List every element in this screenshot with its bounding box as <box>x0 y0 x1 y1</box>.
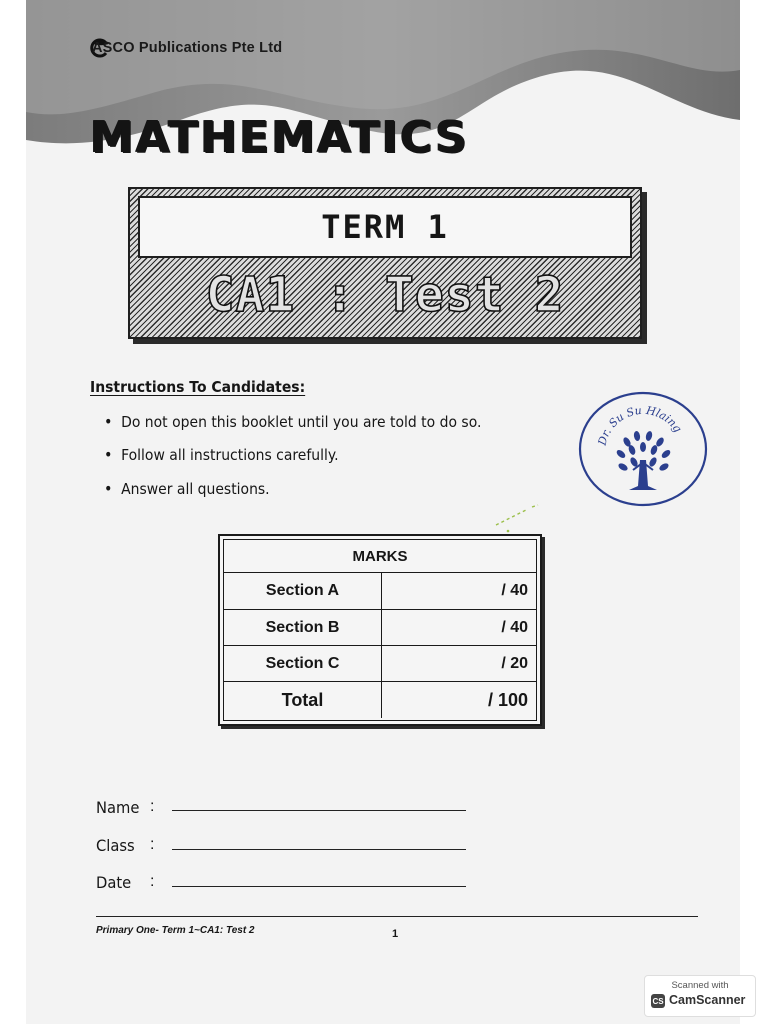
section-marks: / 40 <box>501 618 528 636</box>
svg-text:Dr. Su Su Hlaing: Dr. Su Su Hlaing <box>595 403 685 447</box>
class-label: Class <box>96 836 135 855</box>
term-label: TERM 1 <box>321 208 449 246</box>
date-colon: : <box>150 873 155 890</box>
name-label: Name <box>96 798 140 817</box>
class-colon: : <box>150 836 155 853</box>
marks-row <box>224 573 536 610</box>
section-label: Section A <box>224 573 382 609</box>
camscanner-name: CamScanner <box>669 993 746 1007</box>
bullet-icon: • <box>104 412 113 431</box>
term-box <box>138 196 632 258</box>
section-marks: / 20 <box>501 654 528 672</box>
instruction-item: • Answer all questions. <box>104 479 270 498</box>
name-colon: : <box>150 798 155 815</box>
marks-row <box>224 610 536 646</box>
marks-table-inner <box>223 539 537 721</box>
instruction-item: • Follow all instructions carefully. <box>104 445 339 464</box>
marks-header: MARKS <box>224 540 536 573</box>
test-title: CA1 : Test 2 <box>205 267 565 323</box>
total-label: Total <box>224 682 382 718</box>
section-label: Section C <box>224 646 382 681</box>
bullet-icon: • <box>104 479 113 498</box>
footer-text: Primary One- Term 1~CA1: Test 2 <box>96 925 255 936</box>
footer-rule <box>96 916 698 917</box>
camscanner-badge <box>644 975 756 1017</box>
subject-title: MATHEMATICS <box>90 112 469 163</box>
date-label: Date <box>96 873 132 892</box>
date-field[interactable] <box>172 886 466 887</box>
name-field[interactable] <box>172 810 466 811</box>
exam-cover-page <box>26 0 740 1024</box>
marks-total-row <box>224 682 536 718</box>
instruction-item: • Do not open this booklet until you are told to do so. <box>104 412 482 431</box>
camscanner-logo-icon: CS <box>651 994 665 1008</box>
pen-mark <box>488 495 548 535</box>
marks-table <box>218 534 542 726</box>
instructions-heading: Instructions To Candidates: <box>90 378 306 396</box>
bullet-icon: • <box>104 445 113 464</box>
title-frame <box>128 187 642 339</box>
section-marks: / 40 <box>501 582 528 599</box>
publisher-name: ASCO Publications Pte Ltd <box>92 40 283 56</box>
section-label: Section B <box>224 610 382 645</box>
total-marks: / 100 <box>487 689 528 710</box>
class-field[interactable] <box>172 849 466 850</box>
page-number: 1 <box>392 928 399 940</box>
doctor-stamp <box>577 390 709 508</box>
scanned-with-text: Scanned with <box>671 980 729 991</box>
marks-row <box>224 646 536 682</box>
